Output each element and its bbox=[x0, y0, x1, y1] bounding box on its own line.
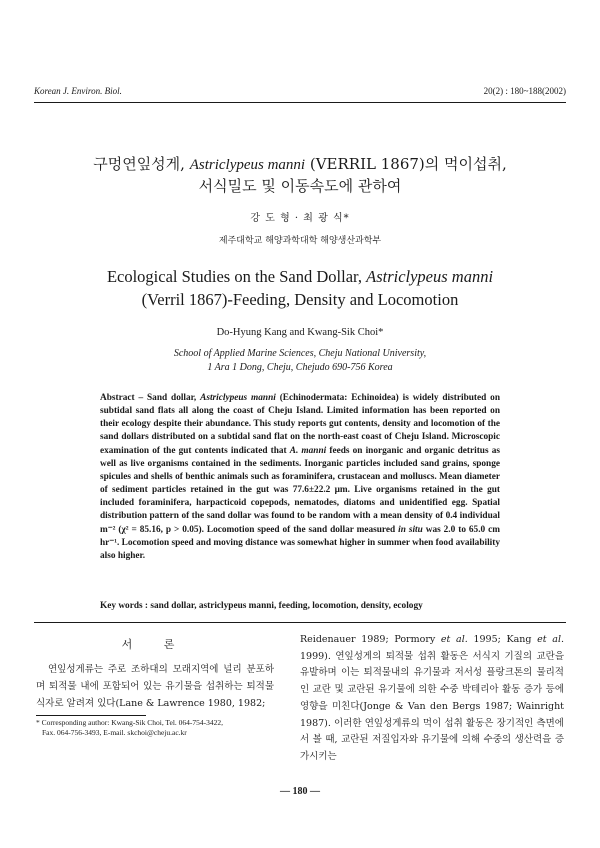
section-heading-introduction: 서 론 bbox=[121, 638, 189, 651]
corresponding-author-footnote: * Corresponding author: Kwang-Sik Choi, Tel. 064-754-3422, Fax. 064-756-3493, E-mail. skchoi@cheju.ac.kr bbox=[36, 718, 224, 737]
abstract: Abstract – Sand dollar, Astriclypeus manni (Echinodermata: Echinoidea) is widely distributed on subtidal sand flats all along the coast of Cheju Island. Limited information has been reported on their ecology despite their abundance. This study reports gut contents, density and locomotion of the sand dollars distributed on a subtidal sand flat on the north-east coast of Cheju Island. Microscopic examination of the gut contents indicated that A. manni feeds on inorganic and organic detritus as well as live organisms contained in the sediments. Inorganic particles included sand grains, sponge spicules and shells of benthic animals such as foraminifera, crustacean and molluscs. Mean diameter of sediment particles retained in the gut was 77.6±22.2 μm. Live organisms retained in the gut included foraminifera, harpacticoid copepods, nematodes, diatoms and unidentified egg. Spatial distribution pattern of the sand dollar was found to be random with a mean density of 0.4 individual m⁻² (χ² = 85.16, p > 0.05). Locomotion speed of the sand dollar measured in situ was 2.0 to 65.0 cm hr⁻¹. Locomotion speed and moving distance was somewhat higher in summer when food availability also higher. bbox=[100, 393, 500, 561]
english-title-species: Astriclypeus manni bbox=[366, 267, 494, 286]
english-title bbox=[0, 265, 600, 311]
korean-title-line1: 구멍연잎성게, Astriclypeus manni (VERRIL 1867)의 먹이섭취, bbox=[93, 155, 507, 173]
korean-authors: 강 도 형 · 최 광 식* bbox=[250, 213, 350, 224]
journal-name: Korean J. Environ. Biol. bbox=[34, 86, 122, 96]
keywords: Key words : sand dollar, astriclypeus manni, feeding, locomotion, density, ecology bbox=[100, 601, 423, 611]
english-title-line2: (Verril 1867)-Feeding, Density and Locomotion bbox=[141, 290, 459, 309]
korean-affiliation: 제주대학교 해양과학대학 해양생산과학부 bbox=[218, 236, 382, 246]
intro-paragraph-right: Reidenauer 1989; Pormory et al. 1995; Kang et al. 1999). 연잎성게의 퇴적물 섭취 활동은 서식지 기질의 교란을 유발하며 이는 퇴적물내의 유기물과 저서성 플랑크톤의 물리적인 교란 및 교란된 유기물에 의한 수중 박테리아 활동 증가 등에 영향을 미친다(Jonge & Van den Bergs 1987; Wainright 1987). 이러한 연잎성게류의 먹이 섭취 활동은 장기적인 측면에서 볼 때, 교란된 저질입자와 유기물에 의해 수중의 생산력을 증가시키는 bbox=[300, 634, 564, 762]
english-affiliation: School of Applied Marine Sciences, Cheju National University, 1 Ara 1 Dong, Cheju, Chejudo 690-756 Korea bbox=[173, 348, 427, 373]
page-number: — 180 — bbox=[280, 786, 320, 797]
intro-paragraph-left: 연잎성게류는 주로 조하대의 모래지역에 널리 분포하며 퇴적물 내에 포함되어 있는 유기물을 섭취하는 퇴적물식자로 알려져 있다(Lane & Lawrence 1980, 1982; bbox=[36, 664, 274, 709]
english-title-line1: Ecological Studies on the Sand Dollar, Astriclypeus manni bbox=[106, 267, 494, 286]
abstract-label: Abstract bbox=[100, 393, 135, 403]
volume-pages: 20(2) : 180~188(2002) bbox=[483, 86, 566, 96]
keywords-rule bbox=[34, 622, 566, 623]
footnote-rule bbox=[36, 715, 146, 716]
korean-title-species: Astriclypeus manni bbox=[189, 157, 306, 173]
korean-title bbox=[0, 154, 600, 197]
header-rule bbox=[34, 102, 566, 103]
running-header bbox=[34, 84, 566, 100]
korean-title-line2: 서식밀도 및 이동속도에 관하여 bbox=[198, 177, 402, 195]
english-authors: Do-Hyung Kang and Kwang-Sik Choi* bbox=[216, 327, 384, 338]
